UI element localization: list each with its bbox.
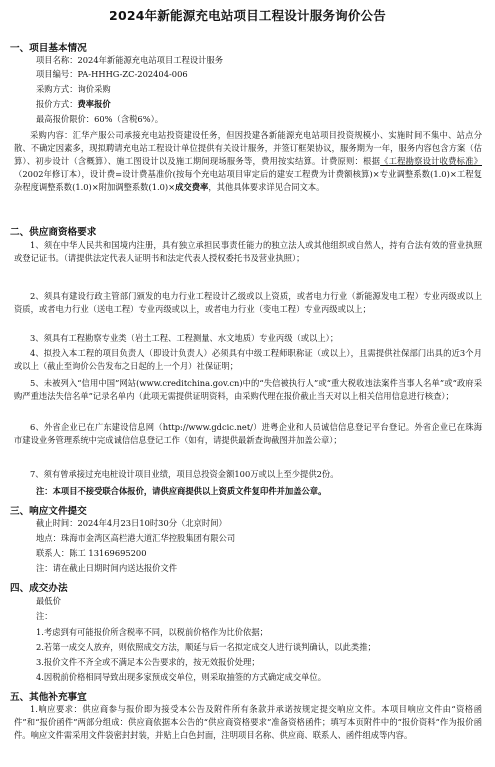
award-rule-3: 3.报价文件不齐全或不满足本公告要求的，按无效报价处理； [36, 657, 260, 667]
project-code: 项目编号：PA-HHHG-ZC-202404-006 [36, 69, 188, 79]
quote-method: 报价方式：费率报价 [36, 99, 111, 109]
response-requirements: 1.响应要求：供应商参与报价即为接受本公告及附件所有条款并承诺按规定提交响应文件。本项目响应文件由“资格函件”和“报价函件”两部分组成：供应商依据本公告的“供应商资格要求”准备资格函件；填写本页附件中的“报价资料”作为报价函件。响应文件需采用文件袋密封封装，并贴上白色封面，注明项目名称、供应商、联系人、函件组成等内容。 [14, 704, 482, 740]
qualification-note: 注：本项目不接受联合体报价，请供应商提供以上资质文件复印件并加盖公章。 [36, 486, 327, 496]
section-heading-other-matters: 五、其他补充事宜 [10, 692, 87, 703]
award-note-label: 注： [36, 611, 53, 621]
award-rule-1: 1.考虑到有可能报价所含税率不同，以税前价格作为比价依据； [36, 627, 268, 637]
lowest-price-rule: 最低价 [36, 596, 61, 606]
section-heading-award-method: 四、成交办法 [10, 583, 68, 594]
procurement-method: 采购方式：询价采购 [36, 84, 111, 94]
section-heading-submission: 三、响应文件提交 [10, 506, 87, 517]
section-heading-project-info: 一、项目基本情况 [10, 43, 87, 54]
page-title: 2024年新能源充电站项目工程设计服务询价公告 [109, 8, 386, 23]
requirement-4: 4、拟投入本工程的项目负责人（即设计负责人）必须具有中级工程师职称证（或以上），且需提供社保部门出具的近3个月或以上（截止至询价公告发布之日起的上一个月）社保证明； [14, 348, 482, 371]
submission-note: 注：请在截止日期时间内送达报价文件 [36, 563, 178, 573]
requirement-7: 7、须有曾承接过充电桩设计项目业绩，项目总投资金额100万或以上至少提供2份。 [30, 469, 339, 479]
deal-rate-term: 成交费率 [175, 182, 209, 192]
submission-deadline: 截止时间：2024年4月23日10时30分（北京时间） [36, 518, 227, 528]
submission-address: 地点：珠海市金湾区高栏港大道汇华控股集团有限公司 [36, 533, 236, 543]
award-rule-4: 4.因税前价格相同导致出现多家预成交单位，则采取抽签的方式确定成交单位。 [36, 672, 327, 682]
procurement-content: 采购内容：汇华产服公司承接充电站投资建设任务，但因投建各新能源充电站项目投资规模小、实施时间不集中、站点分散、不确定因素多，现拟聘请充电站工程设计单位提供有关设计服务，并签订框架协议，服务期为一年，服务内容包含方案（估算）、初步设计（含概算）、施工图设计以及施工期间现场服务等，费用按实结算。计费原则：根据《工程勘察设计收费标准》（2002年修订本），设计费=设计费基准价(按每个充电站项目审定后的建安工程费为计费额核算)×专业调整系数(1.0)×工程复杂程度调整系数(1.0)×附加调整系数(1.0)×成交费率，其他具体要求详见合同文本。 [14, 130, 482, 192]
quote-method-value: 费率报价 [77, 99, 111, 109]
requirement-3: 3、须具有工程勘察专业类（岩土工程、工程测量、水文地质）专业丙级（或以上）； [30, 333, 339, 343]
project-name: 项目名称：2024年新能源充电站项目工程设计服务 [36, 55, 224, 65]
contact-person: 联系人：陈工 13169695200 [36, 548, 147, 558]
requirement-5: 5、未被列入“信用中国”网站(www.creditchina.gov.cn)中的“失信被执行人”或“重大税收违法案件当事人名单”或“政府采购严重违法失信名单”记录名单内（此项无需提供证明资料，由采购代理在报价截止当天对以上相关信用信息进行核查）； [14, 378, 482, 401]
section-heading-qualifications: 二、供应商资格要求 [10, 227, 97, 238]
max-quote-limit: 最高报价限价：60%（含税6%）。 [36, 114, 164, 124]
award-rule-2: 2.若第一成交人放弃，则依照成交方法，顺延与后一名拟定成交人进行谈判确认，以此类推； [36, 642, 376, 652]
requirement-2: 2、须具有建设行政主管部门颁发的电力行业工程设计乙级或以上资质，或者电力行业（新能源发电工程）专业丙级或以上资质，或者电力行业（送电工程）专业丙级或以上，或者电力行业（变电工程）专业丙级或以上； [14, 291, 482, 314]
requirement-1: 1、须在中华人民共和国境内注册，具有独立承担民事责任能力的独立法人或其他组织或自然人，持有合法有效的营业执照或登记证书。（请提供法定代表人证明书和法定代表人授权委托书及营业执照）； [14, 240, 482, 263]
fee-standard-reference: 《工程勘察设计收费标准》 [380, 156, 482, 166]
requirement-6: 6、外省企业已在广东建设信息网（http://www.gdcic.net/）进粤企业和人员诚信信息登记平台登记。外省企业已在珠海市建设业务管理系统中完成诚信信息登记工作（如有，请提供最新查询截图并加盖公章）； [14, 422, 482, 445]
